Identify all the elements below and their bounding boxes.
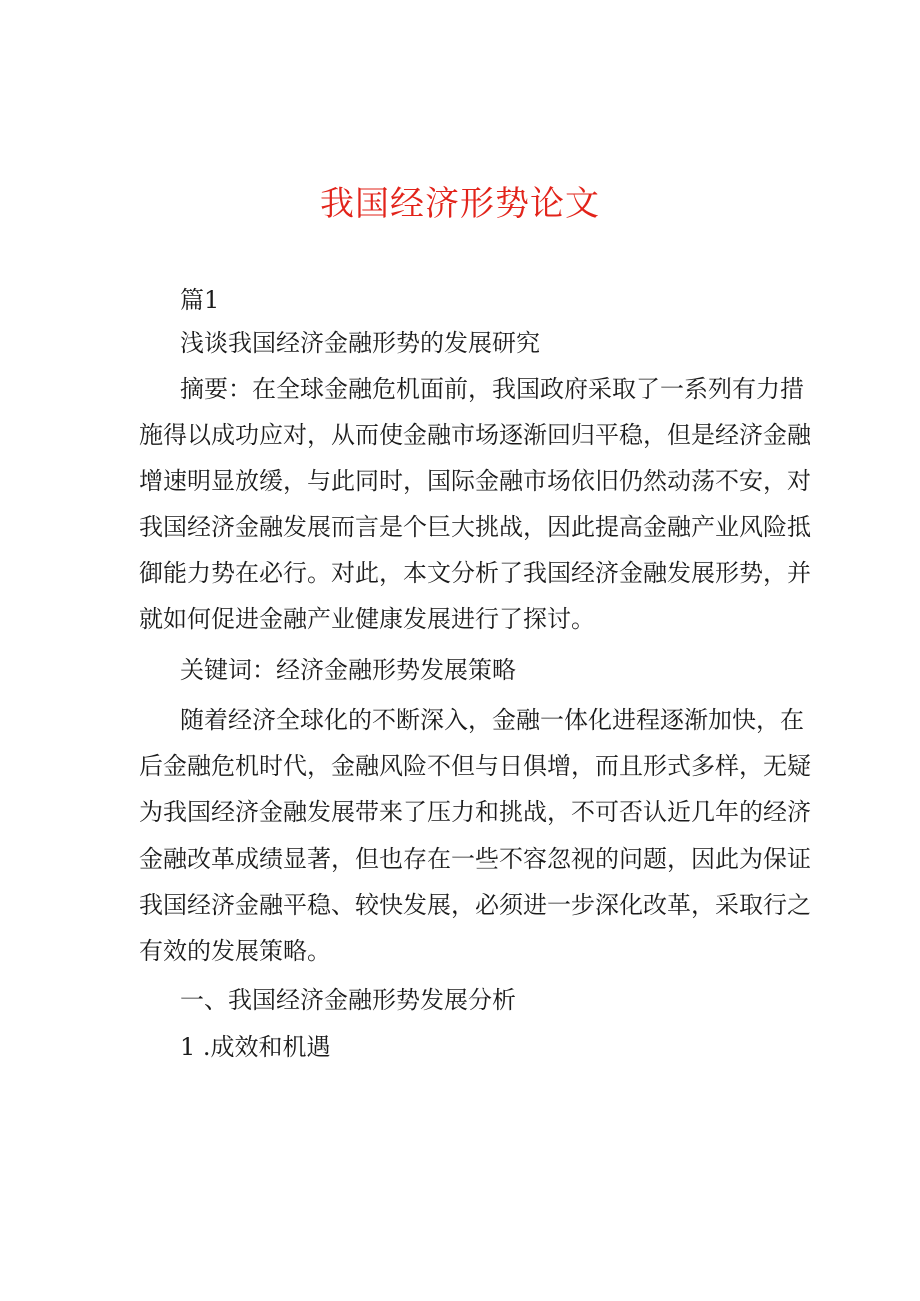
abstract-line: 施得以成功应对，从而使金融市场逐渐回归平稳，但是经济金融 [139,421,811,449]
paper-title: 浅谈我国经济金融形势的发展研究 [180,329,540,357]
abstract-line: 摘要：在全球金融危机面前，我国政府采取了一系列有力措 [180,375,804,403]
abstract-line: 增速明显放缓，与此同时，国际金融市场依旧仍然动荡不安，对 [139,467,811,495]
abstract-line: 就如何促进金融产业健康发展进行了探讨。 [139,605,595,633]
abstract-line: 我国经济金融发展而言是个巨大挑战，因此提高金融产业风险抵 [139,513,811,541]
document-title: 我国经济形势论文 [320,184,600,224]
intro-line: 随着经济全球化的不断深入，金融一体化进程逐渐加快，在 [180,706,804,734]
intro-line: 金融改革成绩显著，但也存在一些不容忽视的问题，因此为保证 [139,845,811,873]
keywords: 关键词：经济金融形势发展策略 [180,656,516,684]
chapter-label: 篇1 [180,286,220,314]
abstract-line: 御能力势在必行。对此，本文分析了我国经济金融发展形势，并 [139,559,811,587]
intro-line: 我国经济金融平稳、较快发展，必须进一步深化改革，采取行之 [139,891,811,919]
intro-line: 为我国经济金融发展带来了压力和挑战，不可否认近几年的经济 [139,798,811,826]
section-heading: 一、我国经济金融形势发展分析 [180,986,516,1014]
intro-line: 有效的发展策略。 [139,937,331,965]
intro-line: 后金融危机时代，金融风险不但与日俱增，而且形式多样，无疑 [139,752,811,780]
subsection-heading: 1 .成效和机遇 [180,1033,331,1061]
